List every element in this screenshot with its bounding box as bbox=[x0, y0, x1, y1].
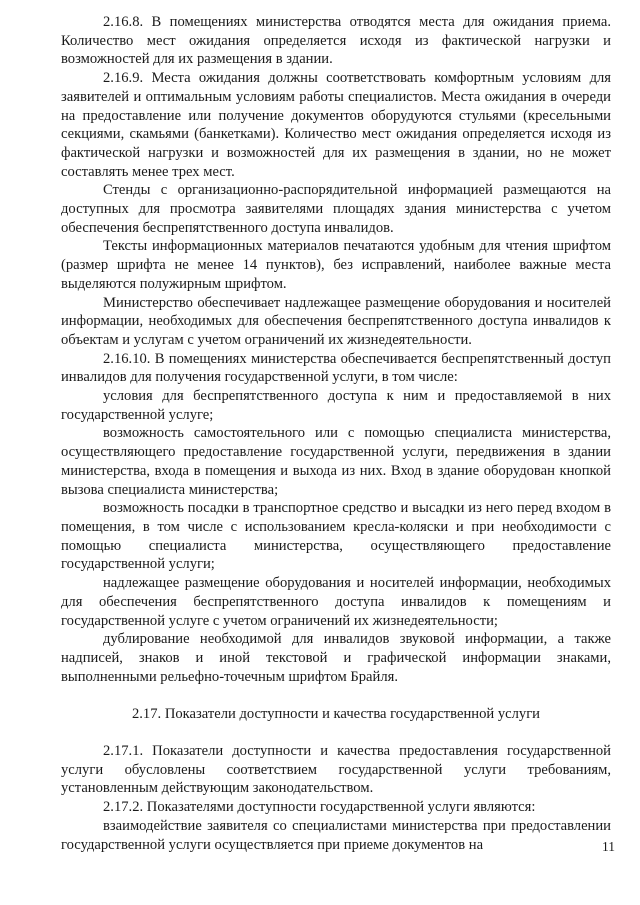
paragraph-placement: надлежащее размещение оборудования и носителей информации, необходимых для обеспечения беспрепятственного доступа инвалидов к помещениям и государственной услуге с учетом ограничений их жизнедеятельности; bbox=[61, 575, 611, 629]
paragraph-braille: дублирование необходимой для инвалидов звуковой информации, а также надписей, знаков и иной текстовой и графической информации знаками, выполненными рельефно-точечным шрифтом Брайля. bbox=[61, 631, 611, 685]
paragraph-2-16-8: 2.16.8. В помещениях министерства отводятся места для ожидания приема. Количество мест ожидания определяется исходя из фактической нагрузки и возможностей для их размещения в здании. bbox=[61, 14, 611, 68]
page-number: 11 bbox=[602, 839, 615, 854]
paragraph-texts: Тексты информационных материалов печатаются удобным для чтения шрифтом (размер шрифта не менее 14 пунктов), без исправлений, наиболее важные места выделяются полужирным шрифтом. bbox=[61, 238, 611, 292]
paragraph-movement: возможность самостоятельного или с помощью специалиста министерства, осуществляющего предоставление государственной услуги, передвижения в здании министерства, входа в помещения и выхода из них. Вход в здание оборудован кнопкой вызова специалиста министерства; bbox=[61, 425, 611, 498]
paragraph-stands: Стенды с организационно-распорядительной информацией размещаются на доступных для просмотра заявителями площадях здания министерства с учетом обеспечения беспрепятственного доступа инвалидов. bbox=[61, 182, 611, 236]
paragraph-2-17-1: 2.17.1. Показатели доступности и качества предоставления государственной услуги обусловлены соответствием государственной услуги требованиям, установленным действующим законодательством. bbox=[61, 743, 611, 797]
paragraph-conditions: условия для беспрепятственного доступа к ним и предоставляемой в них государственной услуге; bbox=[61, 388, 611, 423]
document-body bbox=[61, 13, 611, 854]
section-heading-2-17: 2.17. Показатели доступности и качества государственной услуги bbox=[131, 706, 540, 723]
paragraph-ministry-equipment: Министерство обеспечивает надлежащее размещение оборудования и носителей информации, необходимых для обеспечения беспрепятственного доступа инвалидов к объектам и услугам с учетом ограничений их жизнедеятельности. bbox=[61, 294, 611, 348]
paragraph-2-16-10: 2.16.10. В помещениях министерства обеспечивается беспрепятственный доступ инвалидов для получения государственной услуги, в том числе: bbox=[61, 350, 611, 386]
paragraph-2-16-9: 2.16.9. Места ожидания должны соответствовать комфортным условиям для заявителей и оптимальным условиям работы специалистов. Места ожидания в очереди на предоставление или получение документов оборудуются стульями (кресельными секциями, скамьями (банкетками). Количество мест ожидания определяется исходя из фактической нагрузки и возможностей для их размещения в здании, но не может составлять менее трех мест. bbox=[61, 70, 611, 180]
paragraph-interaction: взаимодействие заявителя со специалистами министерства при предоставлении государственной услуги осуществляется при приеме документов на bbox=[61, 817, 611, 853]
paragraph-transport: возможность посадки в транспортное средство и высадки из него перед входом в помещения, в том числе с использованием кресла-коляски и при необходимости с помощью специалиста министерства, осуществляющего предоставление государственной услуги; bbox=[61, 500, 611, 573]
paragraph-2-17-2: 2.17.2. Показателями доступности государственной услуги являются: bbox=[103, 799, 536, 816]
